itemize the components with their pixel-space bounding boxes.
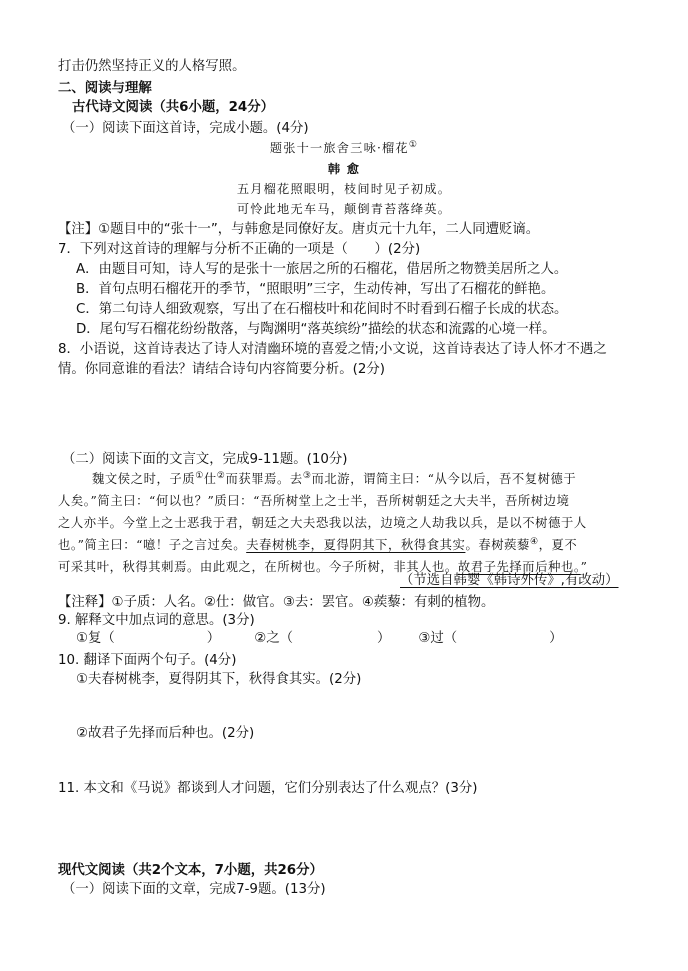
question-10: 10. 翻译下面两个句子。(4分) [58,653,237,668]
poem-line: 五月榴花照眼明，枝间时见子初成。 [236,182,452,196]
passage-line: 之人亦半。今堂上之士恶我于君，朝廷之大夫恐我以法，边境之人劫我以兵，是以不树德于人 [58,516,587,530]
option-a: A．由题目可知，诗人写的是张十一旅居之所的石榴花，借居所之物赞美居所之人。 [76,262,568,277]
poem-title: 题张十一旅舍三咏·榴花① [269,139,419,155]
passage-line: 可采其叶，秋得其刺焉。由此观之，在所树也。今子所树，非其人也。故君子先择而后种也。” [58,560,588,574]
section-heading: 二、阅读与理解 [58,81,152,96]
part-heading: （一）阅读下面这首诗，完成小题。(4分) [62,121,309,136]
underlined-sentence: 故君子先择而后种也。 [457,560,581,574]
poem-note: 【注】①题目中的“张十一”，与韩愈是同僚好友。唐贞元十九年，二人同遭贬谪。 [58,222,540,237]
passage-line: 人矣。”简主曰：“何以也？”质曰：“吾所树堂上之士半，吾所树朝廷之大夫半，吾所树边境 [58,494,570,508]
question-7: 7．下列对这首诗的理解与分析不正确的一项是（ ）(2分) [58,242,421,257]
passage-source: （节选自韩婴《韩诗外传》,有改动） [400,573,619,588]
question-8: 8．小语说，这首诗表达了诗人对清幽环境的喜爱之情;小文说，这首诗表达了诗人怀才不遇之 [58,342,607,357]
question-9: 9. 解释文中加点词的意思。(3分) [58,613,255,628]
q9-blanks: ①复（ ） ②之（ ） ③过（ ） [76,631,563,646]
question-8-cont: 情。你同意谁的看法？请结合诗句内容简要分析。(2分) [58,362,385,377]
continued-text: 打击仍然坚持正义的人格写照。 [58,59,246,74]
poem-author: 韩 愈 [327,162,361,176]
annotation-notes: 【注释】①子质：人名。②仕：做官。③去：罢官。④蒺藜：有刺的植物。 [58,595,495,610]
part-heading: （二）阅读下面的文言文，完成9-11题。(10分) [62,452,348,467]
option-d: D．尾句写石榴花纷纷散落，与陶渊明“落英缤纷”描绘的状态和流露的心境一样。 [76,322,556,337]
option-c: C．第二句诗人细致观察，写出了在石榴枝叶和花间时不时看到石榴子长成的状态。 [76,302,568,317]
footnote-marker: ① [408,139,419,150]
poem-line: 可怜此地无车马，颠倒青苔落绛英。 [236,202,452,216]
passage-line: 也。”简主曰：“噫！子之言过矣。夫春树桃李，夏得阴其下，秋得食其实。春树蒺藜④，夏不 [58,536,578,552]
option-b: B．首句点明石榴花开的季节，“照眼明”三字，生动传神，写出了石榴花的鲜艳。 [76,282,555,297]
part-heading: （一）阅读下面的文章，完成7-9题。(13分) [62,882,326,897]
question-11: 11. 本文和《马说》都谈到人才问题，它们分别表达了什么观点？(3分) [58,781,478,796]
underlined-sentence: 夫春树桃李，夏得阴其下，秋得食其实 [246,538,466,552]
subsection-heading: 古代诗文阅读（共6小题，24分） [72,100,275,115]
q10-sentence-1: ①夫春树桃李，夏得阴其下，秋得食其实。(2分) [76,672,362,687]
q10-sentence-2: ②故君子先择而后种也。(2分) [76,726,255,741]
subsection-heading: 现代文阅读（共2个文本，7小题，共26分） [58,863,323,878]
passage-line: 魏文侯之时，子质①仕②而获罪焉。去③而北游，谓简主曰：“从今以后，吾不复树德于 [92,470,577,486]
